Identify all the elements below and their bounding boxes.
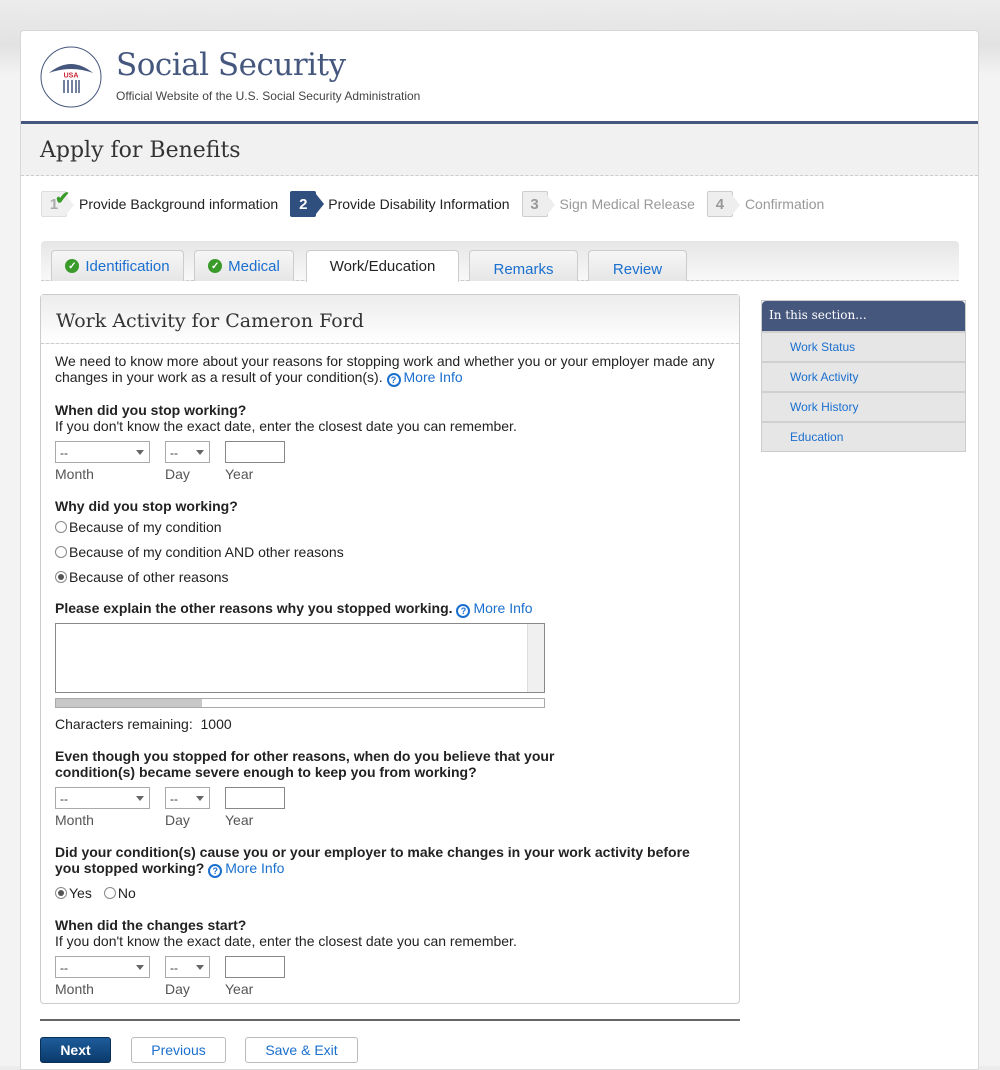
step-4: 4 Confirmation [707,191,824,217]
question-label: Even though you stopped for other reasons, when do you believe that your condition(s) became severe enough to keep you from working? [55,748,555,780]
explain-reasons-textarea[interactable] [55,623,545,693]
severe-date: -- Month -- Day Year [55,787,725,828]
step-badge: 1 ✔ [41,191,67,217]
changes-date: -- Month -- Day Year [55,956,725,997]
question-label: When did you stop working? [55,402,247,418]
page-title: Apply for Benefits [40,138,241,163]
reason-radio-condition-and-other[interactable]: Because of my condition AND other reasons [55,544,725,560]
page-card [20,30,979,1070]
year-input[interactable] [225,956,285,978]
hint-text: If you don't know the exact date, enter the closest date you can remember. [55,418,517,434]
changes-radio-no[interactable]: No [104,885,136,901]
site-brand[interactable]: Social Security [116,47,346,83]
sidebar-item-work-history[interactable]: Work History [762,391,965,421]
year-input[interactable] [225,441,285,463]
progress-steps [41,189,836,219]
help-icon: ? [208,864,222,878]
tab-review[interactable]: Review [588,250,687,281]
tab-identification[interactable]: ✓ Identification [51,250,184,281]
check-circle-icon: ✓ [208,259,222,273]
check-circle-icon: ✓ [65,259,79,273]
section-tabs [41,241,959,281]
step-badge: 3 [522,191,548,217]
question-label: Why did you stop working? [55,498,238,514]
sidebar-item-work-activity[interactable]: Work Activity [762,361,965,391]
divider [40,1019,740,1021]
tab-work-education[interactable]: Work/Education [306,250,459,282]
year-input[interactable] [225,787,285,809]
reason-radio-condition[interactable]: Because of my condition [55,519,725,535]
characters-progress-bar [55,698,545,708]
month-select[interactable]: -- [55,441,150,463]
scrollbar[interactable] [527,624,544,692]
day-select[interactable]: -- [165,441,210,463]
more-info-link[interactable]: ? More Info [456,600,532,616]
step-badge: 4 [707,191,733,217]
previous-button[interactable]: Previous [131,1037,226,1063]
page-header [21,124,978,176]
svg-text:USA: USA [63,72,79,80]
step-2: 2 Provide Disability Information [290,191,509,217]
changes-radio-yes[interactable]: Yes [55,885,92,901]
step-badge: 2 [290,191,316,217]
step-1: 1 ✔ Provide Background information [41,191,278,217]
month-select[interactable]: -- [55,956,150,978]
day-select[interactable]: -- [165,787,210,809]
stop-date: -- Month -- Day Year [55,441,725,482]
help-icon: ? [387,373,401,387]
intro-text: We need to know more about your reasons for stopping work and whether you or your employer made any changes in your work as a result of your condition(s). ? More Info [55,353,715,385]
work-activity-panel [40,294,740,1004]
tab-medical[interactable]: ✓ Medical [194,250,294,281]
question-label: Did your condition(s) cause you or your employer to make changes in your work activity before you stopped working? ? More Info [55,844,690,876]
panel-title: Work Activity for Cameron Ford [41,295,739,344]
checkmark-icon: ✔ [55,188,71,208]
site-header [21,31,978,124]
tab-remarks[interactable]: Remarks [469,250,578,281]
section-sidebar [761,300,966,452]
hint-text: If you don't know the exact date, enter the closest date you can remember. [55,933,517,949]
month-select[interactable]: -- [55,787,150,809]
characters-remaining: Characters remaining: 1000 [55,716,232,732]
sidebar-title: In this section... [762,301,965,331]
site-tagline: Official Website of the U.S. Social Security Administration [116,89,421,103]
save-exit-button[interactable]: Save & Exit [245,1037,358,1063]
more-info-link[interactable]: ? More Info [387,369,463,385]
help-icon: ? [456,604,470,618]
sidebar-item-education[interactable]: Education [762,421,965,451]
sidebar-item-work-status[interactable]: Work Status [762,331,965,361]
reason-radio-other[interactable]: Because of other reasons [55,569,725,585]
question-label: When did the changes start? [55,917,247,933]
question-label: Please explain the other reasons why you stopped working. ? More Info [55,600,533,616]
day-select[interactable]: -- [165,956,210,978]
step-3: 3 Sign Medical Release [522,191,695,217]
more-info-link[interactable]: ? More Info [208,860,284,876]
next-button[interactable]: Next [40,1037,111,1063]
ssa-seal-logo[interactable] [39,45,103,109]
